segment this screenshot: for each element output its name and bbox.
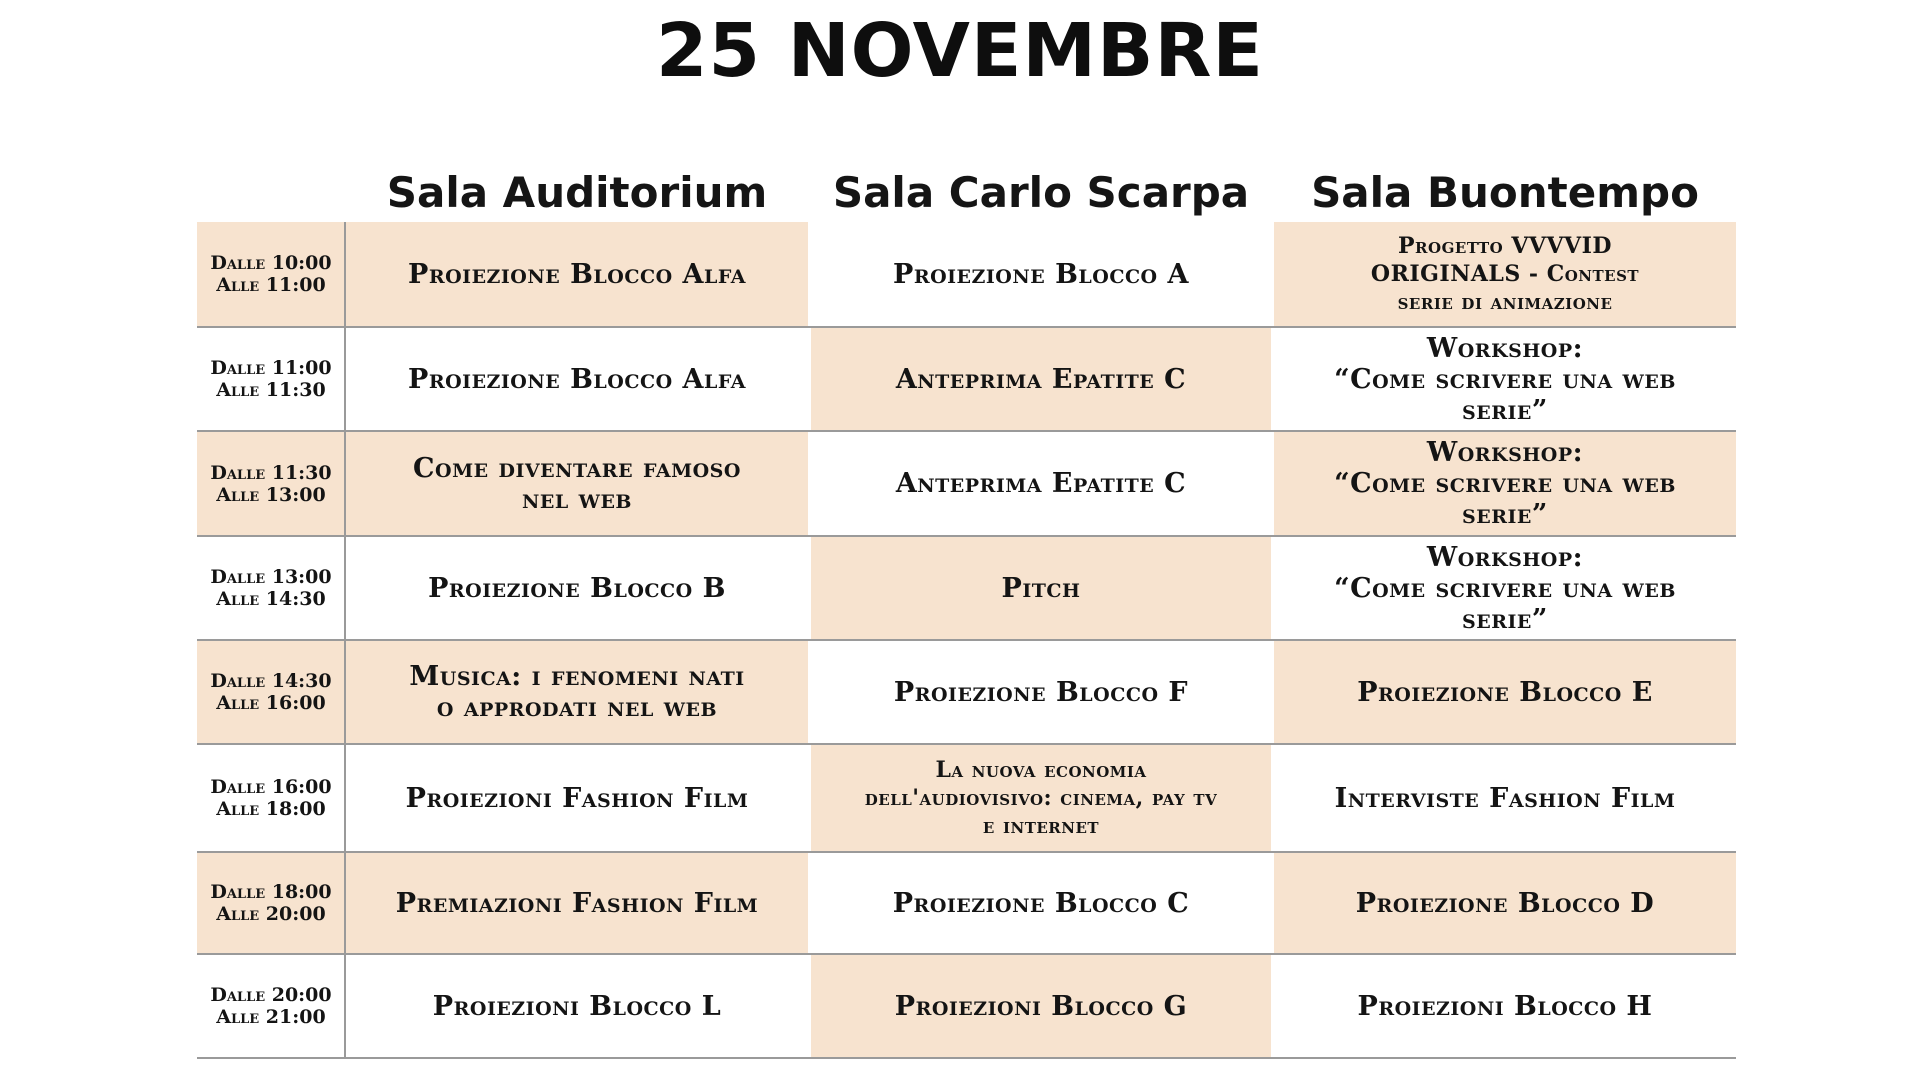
schedule-cell: Proiezione Blocco C [892,887,1190,919]
schedule-cell: Proiezione Blocco F [893,676,1189,708]
schedule-cell: Anteprima Epatite C [811,328,1271,430]
time-slot: Dalle 13:00 Alle 14:30 [210,566,332,610]
time-slot: Dalle 11:30 Alle 13:00 [197,432,345,535]
time-slot: Dalle 11:00 Alle 11:30 [210,357,332,401]
schedule-cell: Workshop: “Come scrivere una web serie” [1274,432,1736,535]
schedule-cell: Musica: i fenomeni nati o approdati nel web [346,641,808,743]
schedule-cell: Proiezioni Blocco H [1357,990,1653,1022]
time-slot: Dalle 18:00 Alle 20:00 [197,853,345,953]
room-header-1: Sala Auditorium [386,168,768,217]
page-title: 25 NOVEMBRE [656,8,1264,94]
schedule-cell: Proiezione Blocco A [893,258,1189,290]
schedule-cell: Pitch [811,537,1271,639]
schedule-cell: Proiezioni Blocco L [432,990,722,1022]
schedule-cell: La nuova economia dell'audiovisivo: cinema, pay tv e internet [811,745,1271,851]
schedule-cell: Workshop: “Come scrivere una web serie” [1334,332,1676,426]
schedule-cell: Proiezioni Blocco G [811,955,1271,1057]
time-slot: Dalle 10:00 Alle 11:00 [197,222,345,326]
time-slot: Dalle 20:00 Alle 21:00 [210,984,332,1028]
schedule-cell: Proiezione Blocco E [1274,641,1736,743]
schedule-cell: Workshop: “Come scrivere una web serie” [1334,541,1676,635]
schedule-cell: Come diventare famoso nel web [346,432,808,535]
schedule-cell: Proiezione Blocco Alfa [408,363,746,395]
room-header-2: Sala Carlo Scarpa [832,168,1250,217]
schedule-cell: Proiezione Blocco Alfa [346,222,808,326]
schedule-cell: Proiezione Blocco B [428,572,726,604]
time-slot: Dalle 14:30 Alle 16:00 [197,641,345,743]
time-slot: Dalle 16:00 Alle 18:00 [210,776,332,820]
schedule-cell: Anteprima Epatite C [895,468,1187,499]
schedule-cell: Interviste Fashion Film [1334,782,1676,814]
schedule-cell: Progetto VVVVID ORIGINALS - Contest serie di animazione [1274,222,1736,326]
column-divider [344,222,346,1059]
schedule-cell: Premiazioni Fashion Film [346,853,808,953]
row-divider [197,1057,1736,1059]
schedule-cell: Proiezioni Fashion Film [405,782,749,814]
room-header-3: Sala Buontempo [1311,168,1699,217]
schedule-cell: Proiezione Blocco D [1274,853,1736,953]
